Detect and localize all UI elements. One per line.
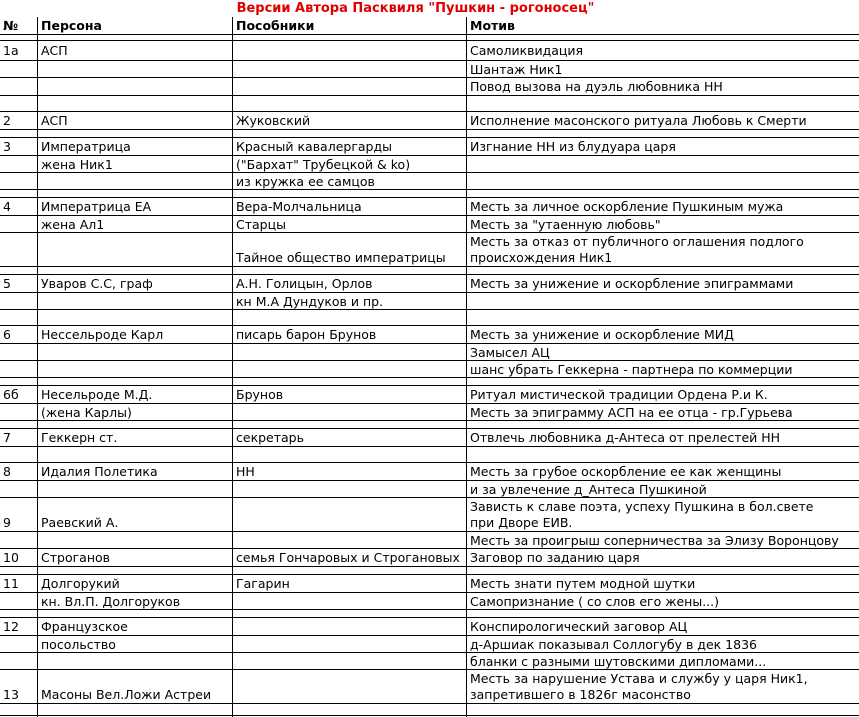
- table-row: [0, 78, 859, 96]
- cell-motive[interactable]: Заговор по заданию царя: [470, 550, 640, 565]
- table-row: [0, 173, 859, 190]
- cell-accomplices[interactable]: [233, 447, 466, 462]
- cell-number[interactable]: 9: [3, 515, 11, 530]
- table-row: [0, 61, 859, 78]
- cell-motive[interactable]: Самопризнание ( со слов его жены...): [470, 593, 719, 609]
- cell-number[interactable]: 7: [3, 430, 11, 445]
- cell-accomplices[interactable]: из кружка ее самцов: [236, 173, 375, 189]
- cell-persona[interactable]: жена Ник1: [41, 156, 113, 172]
- table-row: [0, 344, 859, 361]
- cell-persona[interactable]: [38, 233, 232, 266]
- cell-persona[interactable]: [38, 378, 232, 385]
- cell-persona[interactable]: Идалия Полетика: [41, 464, 158, 479]
- cell-persona[interactable]: Французское: [41, 619, 128, 634]
- cell-motive[interactable]: Изгнание НН из блудуара царя: [470, 139, 676, 154]
- cell-accomplices[interactable]: [233, 78, 466, 95]
- cell-motive[interactable]: Замысел АЦ: [470, 344, 550, 360]
- table-row: [0, 618, 859, 636]
- cell-accomplices[interactable]: [233, 610, 466, 617]
- cell-persona[interactable]: [38, 344, 232, 360]
- cell-motive[interactable]: [467, 267, 859, 274]
- cell-motive[interactable]: [467, 378, 859, 385]
- table-row: [0, 326, 859, 344]
- cell-motive[interactable]: [467, 421, 859, 428]
- cell-number[interactable]: 1a: [3, 43, 19, 58]
- cell-accomplices[interactable]: [233, 481, 466, 497]
- cell-accomplices[interactable]: [233, 593, 466, 609]
- cell-number[interactable]: 6б: [3, 387, 19, 402]
- header-motive[interactable]: Мотив: [470, 18, 515, 33]
- cell-number[interactable]: [0, 704, 37, 715]
- cell-accomplices[interactable]: [233, 310, 466, 325]
- cell-persona[interactable]: Раевский А.: [41, 515, 119, 530]
- cell-number[interactable]: [0, 421, 37, 428]
- cell-accomplices[interactable]: [233, 704, 466, 715]
- table-row: [0, 481, 859, 498]
- cell-persona[interactable]: [38, 190, 232, 197]
- cell-number[interactable]: [0, 267, 37, 274]
- spacer-row: [0, 190, 859, 198]
- cell-motive[interactable]: Месть за проигрыш соперничества за Элизу Воронцову: [470, 532, 839, 548]
- spacer-row: [0, 567, 859, 575]
- cell-motive[interactable]: Месть за унижение и оскорбление МИД: [470, 327, 734, 342]
- cell-motive[interactable]: Исполнение масонского ритуала Любовь к Смерти: [470, 113, 807, 128]
- header-row: [0, 17, 859, 35]
- table-row: [0, 293, 859, 310]
- cell-persona[interactable]: [38, 78, 232, 95]
- cell-accomplices[interactable]: ("Бархат" Трубецкой & ko): [236, 156, 411, 172]
- table-row: [0, 361, 859, 378]
- cell-accomplices[interactable]: [233, 653, 466, 669]
- cell-number[interactable]: 4: [3, 199, 11, 214]
- cell-motive[interactable]: [467, 310, 859, 325]
- table-row: [0, 549, 859, 567]
- cell-number[interactable]: [0, 96, 37, 111]
- cell-motive[interactable]: бланки с разными шутовскими дипломами...: [470, 653, 767, 669]
- sheet-title: Версии Автора Пасквиля "Пушкин - рогоносец": [236, 1, 595, 16]
- cell-motive[interactable]: Месть за эпиграмму АСП на ее отца - гр.Гурьева: [470, 404, 793, 420]
- cell-persona[interactable]: Геккерн ст.: [41, 430, 118, 445]
- cell-persona[interactable]: [38, 704, 232, 715]
- cell-accomplices[interactable]: [233, 35, 466, 40]
- cell-motive[interactable]: Месть за личное оскорбление Пушкиным мужа: [470, 199, 784, 214]
- cell-persona[interactable]: [38, 481, 232, 497]
- cell-motive[interactable]: Ритуал мистической традиции Ордена Р.и К.: [470, 387, 768, 402]
- spacer-row: [0, 130, 859, 138]
- cell-motive[interactable]: [467, 293, 859, 309]
- cell-persona[interactable]: [38, 130, 232, 137]
- cell-number[interactable]: 6: [3, 327, 11, 342]
- table-row: [0, 138, 859, 156]
- spacer-row: [0, 310, 859, 326]
- cell-persona[interactable]: [38, 267, 232, 274]
- cell-motive[interactable]: д-Аршиак показывал Соллогубу в дек 1836: [470, 636, 757, 652]
- table-row: [0, 670, 859, 704]
- cell-number[interactable]: 11: [3, 576, 19, 591]
- cell-accomplices[interactable]: [233, 498, 466, 531]
- cell-accomplices[interactable]: [233, 421, 466, 428]
- cell-persona[interactable]: [38, 310, 232, 325]
- cell-motive[interactable]: [467, 190, 859, 197]
- cell-accomplices[interactable]: кн М.А Дундуков и пр.: [236, 293, 384, 309]
- cell-motive[interactable]: [467, 35, 859, 40]
- cell-accomplices[interactable]: [233, 344, 466, 360]
- header-number[interactable]: №: [3, 18, 19, 33]
- cell-number[interactable]: 12: [3, 619, 19, 634]
- cell-accomplices[interactable]: секретарь: [236, 430, 304, 445]
- cell-accomplices[interactable]: Тайное общество императрицы: [236, 250, 446, 265]
- cell-persona[interactable]: Несельроде М.Д.: [41, 387, 153, 402]
- table-row: [0, 653, 859, 670]
- cell-persona[interactable]: [38, 61, 232, 77]
- cell-persona[interactable]: [38, 567, 232, 574]
- cell-persona[interactable]: Нессельроде Карл: [41, 327, 164, 342]
- cell-number[interactable]: [0, 636, 37, 652]
- cell-persona[interactable]: Долгорукий: [41, 576, 120, 591]
- table-row: [0, 593, 859, 610]
- cell-accomplices[interactable]: Гагарин: [236, 576, 290, 591]
- cell-accomplices[interactable]: [233, 61, 466, 77]
- cell-persona[interactable]: [38, 610, 232, 617]
- cell-number[interactable]: 2: [3, 113, 11, 128]
- cell-number[interactable]: [0, 378, 37, 385]
- cell-number[interactable]: [0, 293, 37, 309]
- cell-number[interactable]: [0, 610, 37, 617]
- cell-number[interactable]: [0, 61, 37, 77]
- cell-number[interactable]: [0, 361, 37, 377]
- cell-persona[interactable]: [38, 421, 232, 428]
- cell-accomplices[interactable]: Вера-Молчальница: [236, 199, 362, 214]
- table-row: [0, 198, 859, 216]
- cell-number[interactable]: [0, 593, 37, 609]
- cell-motive[interactable]: Самоликвидация: [470, 43, 584, 58]
- spacer-row: [0, 447, 859, 463]
- cell-persona[interactable]: АСП: [41, 43, 68, 58]
- cell-persona[interactable]: [38, 653, 232, 669]
- cell-persona[interactable]: [38, 35, 232, 40]
- cell-motive[interactable]: Месть за нарушение Устава и службу у царя Ник1, запретившего в 1826г масонство: [470, 670, 808, 702]
- cell-number[interactable]: 3: [3, 139, 11, 154]
- cell-accomplices[interactable]: Красный кавалергарды: [236, 139, 393, 154]
- cell-accomplices[interactable]: [233, 670, 466, 703]
- cell-persona[interactable]: Императрица ЕА: [41, 199, 152, 214]
- cell-motive[interactable]: [467, 447, 859, 462]
- cell-accomplices[interactable]: НН: [236, 464, 255, 479]
- table-row: [0, 112, 859, 130]
- table-row: [0, 575, 859, 593]
- cell-motive[interactable]: [467, 173, 859, 189]
- cell-persona[interactable]: [38, 532, 232, 548]
- cell-number[interactable]: [0, 35, 37, 40]
- table-row: [0, 233, 859, 267]
- cell-persona[interactable]: посольство: [41, 636, 116, 652]
- cell-number[interactable]: [0, 130, 37, 137]
- cell-accomplices[interactable]: Жуковский: [236, 113, 311, 128]
- cell-persona[interactable]: жена Ал1: [41, 216, 105, 232]
- spacer-row: [0, 421, 859, 429]
- cell-number[interactable]: [0, 233, 37, 266]
- cell-persona[interactable]: кн. Вл.П. Долгоруков: [41, 593, 181, 609]
- cell-motive[interactable]: Месть знати путем модной шутки: [470, 576, 696, 591]
- cell-accomplices[interactable]: Старцы: [236, 216, 286, 232]
- cell-number[interactable]: 5: [3, 276, 11, 291]
- cell-accomplices[interactable]: [233, 567, 466, 574]
- cell-accomplices[interactable]: [233, 190, 466, 197]
- header-persona[interactable]: Персона: [41, 18, 102, 33]
- cell-persona[interactable]: Строганов: [41, 550, 111, 565]
- cell-accomplices[interactable]: [233, 361, 466, 377]
- column-divider: [466, 17, 467, 717]
- cell-accomplices[interactable]: [233, 130, 466, 137]
- cell-number[interactable]: [0, 344, 37, 360]
- cell-motive[interactable]: [467, 156, 859, 172]
- cell-accomplices[interactable]: [233, 618, 466, 635]
- cell-motive[interactable]: Отвлечь любовника д-Антеса от прелестей НН: [470, 430, 781, 445]
- spacer-row: [0, 378, 859, 386]
- spacer-row: [0, 267, 859, 275]
- table-row: [0, 429, 859, 447]
- cell-number[interactable]: 13: [3, 687, 19, 702]
- table-row: [0, 275, 859, 293]
- cell-number[interactable]: [0, 190, 37, 197]
- cell-number[interactable]: [0, 156, 37, 172]
- cell-persona[interactable]: Императрица: [41, 139, 131, 154]
- cell-motive[interactable]: Повод вызова на дуэль любовника НН: [470, 79, 723, 94]
- cell-accomplices[interactable]: Брунов: [236, 387, 284, 402]
- cell-motive[interactable]: [467, 610, 859, 617]
- table-row: [0, 463, 859, 481]
- cell-number[interactable]: [0, 532, 37, 548]
- cell-motive[interactable]: и за увлечение д_Антеса Пушкиной: [470, 481, 707, 497]
- cell-persona[interactable]: [38, 361, 232, 377]
- column-divider: [37, 17, 38, 717]
- table-row: [0, 498, 859, 532]
- cell-motive[interactable]: Месть за "утаенную любовь": [470, 216, 661, 232]
- cell-persona[interactable]: Масоны Вел.Ложи Астреи: [41, 687, 212, 702]
- cell-number[interactable]: [0, 78, 37, 95]
- header-accomplices[interactable]: Пособники: [236, 18, 315, 33]
- cell-persona[interactable]: (жена Карлы): [41, 404, 132, 420]
- cell-accomplices[interactable]: [233, 532, 466, 548]
- cell-number[interactable]: [0, 653, 37, 669]
- spacer-row: [0, 704, 859, 716]
- cell-motive[interactable]: Месть за отказ от публичного оглашения подлого происхождения Ник1: [470, 233, 804, 265]
- cell-accomplices[interactable]: [233, 41, 466, 60]
- cell-motive[interactable]: [467, 130, 859, 137]
- cell-persona[interactable]: АСП: [41, 113, 68, 128]
- cell-number[interactable]: 8: [3, 464, 11, 479]
- cell-number[interactable]: 10: [3, 550, 19, 565]
- cell-persona[interactable]: [38, 173, 232, 189]
- column-divider: [232, 17, 233, 717]
- cell-accomplices[interactable]: [233, 267, 466, 274]
- table-row: [0, 156, 859, 173]
- cell-motive[interactable]: Месть за унижение и оскорбление эпиграммами: [470, 276, 794, 291]
- cell-motive[interactable]: Шантаж Ник1: [470, 61, 563, 77]
- cell-number[interactable]: [0, 567, 37, 574]
- cell-accomplices[interactable]: [233, 378, 466, 385]
- cell-accomplices[interactable]: [233, 404, 466, 420]
- cell-accomplices[interactable]: [233, 96, 466, 111]
- cell-persona[interactable]: [38, 293, 232, 309]
- cell-motive[interactable]: [467, 567, 859, 574]
- cell-motive[interactable]: Конспирологический заговор АЦ: [470, 619, 688, 634]
- cell-persona[interactable]: Уваров С.С, граф: [41, 276, 153, 291]
- cell-number[interactable]: [0, 447, 37, 462]
- cell-number[interactable]: [0, 404, 37, 420]
- cell-accomplices[interactable]: [233, 636, 466, 652]
- table-row: [0, 41, 859, 61]
- cell-motive[interactable]: Месть за грубое оскорбление ее как женщины: [470, 464, 782, 479]
- cell-motive[interactable]: [467, 704, 859, 715]
- cell-number[interactable]: [0, 310, 37, 325]
- table-row: [0, 386, 859, 404]
- cell-accomplices[interactable]: писарь барон Брунов: [236, 327, 377, 342]
- table-row: [0, 532, 859, 549]
- spacer-row: [0, 96, 859, 112]
- cell-number[interactable]: [0, 481, 37, 497]
- table-row: [0, 404, 859, 421]
- table-row: [0, 216, 859, 233]
- cell-number[interactable]: [0, 173, 37, 189]
- cell-motive[interactable]: шанс убрать Геккерна - партнера по коммерции: [470, 361, 793, 377]
- cell-number[interactable]: [0, 216, 37, 232]
- cell-accomplices[interactable]: семья Гончаровых и Строгановых: [236, 550, 460, 565]
- cell-accomplices[interactable]: А.Н. Голицын, Орлов: [236, 276, 373, 291]
- cell-persona[interactable]: [38, 447, 232, 462]
- table-row: [0, 636, 859, 653]
- cell-motive[interactable]: [467, 96, 859, 111]
- cell-motive[interactable]: Зависть к славе поэта, успеху Пушкина в бол.свете при Дворе ЕИВ.: [470, 498, 814, 530]
- cell-persona[interactable]: [38, 96, 232, 111]
- spacer-row: [0, 610, 859, 618]
